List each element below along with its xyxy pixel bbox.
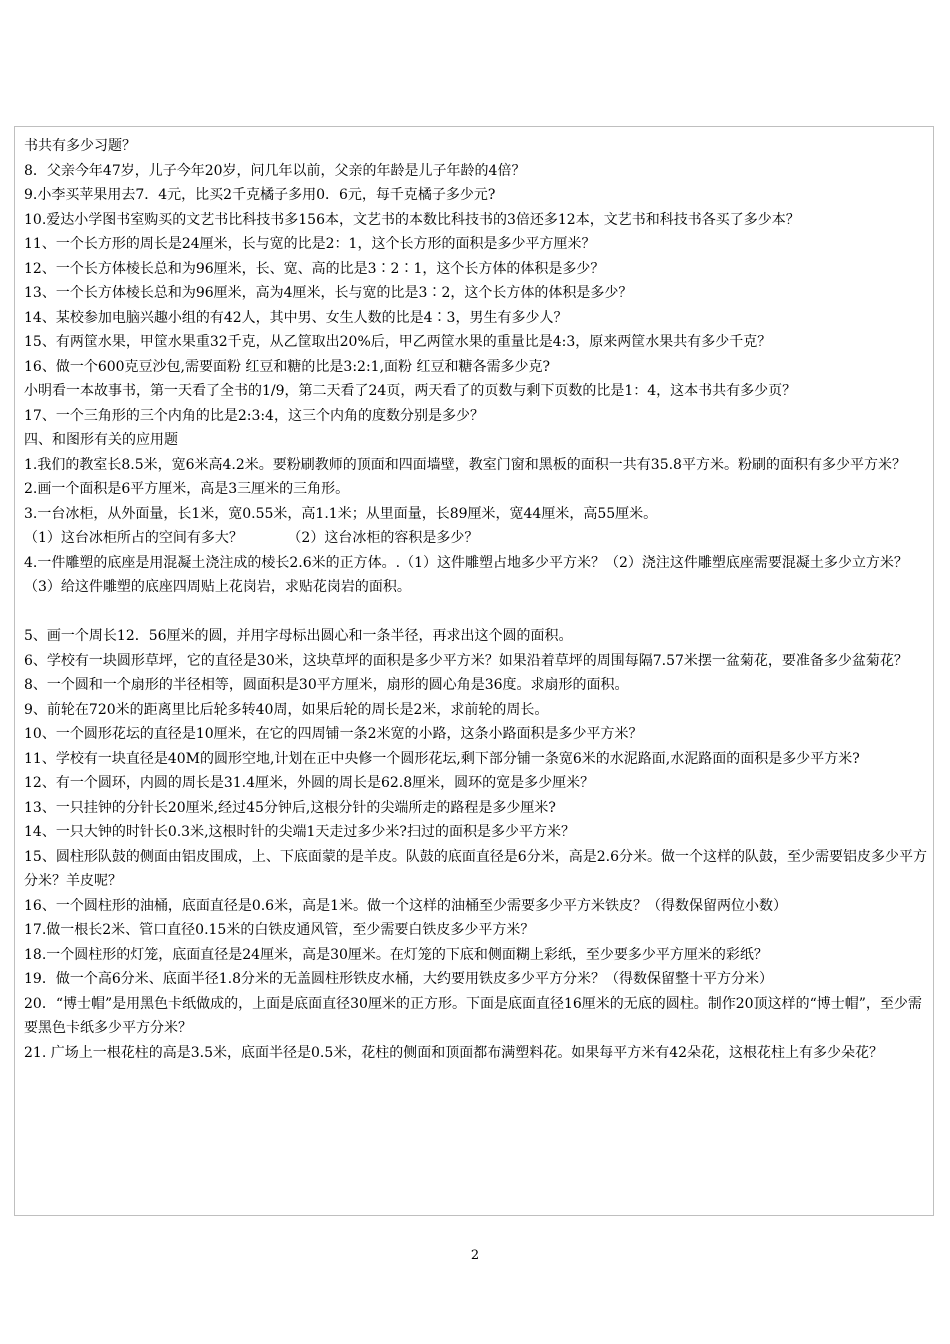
problem-8: 8．父亲今年47岁，儿子今年20岁，问几年以前，父亲的年龄是儿子年龄的4倍？	[24, 162, 526, 179]
circle-problem-10: 10、一个圆形花坛的直径是10厘米，在它的四周铺一条2米宽的小路，这条小路面积是多少平方米？	[24, 726, 643, 742]
circle-problem-11: 11、学校有一块直径是40M的圆形空地,计划在正中央修一个圆形花坛,剩下部分铺一条宽6米的水泥路面,水泥路面的面积是多少平方米?	[24, 750, 860, 767]
cylinder-problem-20: 20．“博士帽”是用黑色卡纸做成的，上面是底面直径30厘米的正方形。下面是底面直径16厘米的无底的圆柱。制作20顶这样的“博士帽”，至少需要黑色卡纸多少平方分米？	[24, 995, 922, 1036]
problem-15: 15、有两筐水果，甲筐水果重32千克，从乙筐取出20%后，甲乙两筐水果的重量比是4:3，原来两筐水果共有多少千克？	[24, 334, 772, 350]
cylinder-problem-16: 16、一个圆柱形的油桶，底面直径是0.6米，高是1米。做一个这样的油桶至少需要多少平方米铁皮？（得数保留两位小数）	[24, 897, 787, 914]
problem-17: 17、一个三角形的三个内角的比是2:3:4，这三个内角的度数分别是多少？	[24, 407, 484, 424]
problem-12: 12、一个长方体棱长总和为96厘米，长、宽、高的比是3∶2∶1，这个长方体的体积是多少？	[24, 260, 605, 277]
circle-problem-13: 13、一只挂钟的分针长20厘米,经过45分钟后,这根分针的尖端所走的路程是多少厘米?	[24, 799, 556, 816]
geometry-problem-3: 3.一台冰柜，从外面量，长1米，宽0.55米，高1.1米；从里面量，长89厘米，宽44厘米，高55厘米。	[24, 505, 658, 522]
problem-11: 11、一个长方形的周长是24厘米，长与宽的比是2：1，这个长方形的面积是多少平方厘米？	[24, 236, 596, 252]
section-heading: 四、和图形有关的应用题	[24, 432, 178, 448]
problem-10: 10.爱达小学图书室购买的文艺书比科技书多156本，文艺书的本数比科技书的3倍还多12本，文艺书和科技书各买了多少本？	[24, 211, 800, 228]
cylinder-problem-15: 15、圆柱形队鼓的侧面由铝皮围成，上、下底面蒙的是羊皮。队鼓的底面直径是6分米，高是2.6分米。做一个这样的队鼓，至少需要铝皮多少平方分米？羊皮呢？	[24, 848, 927, 889]
geometry-problem-1: 1.我们的教室长8.5米，宽6米高4.2米。要粉刷教师的顶面和四面墙壁，教室门窗和黑板的面积一共有35.8平方米。粉刷的面积有多少平方米？	[24, 456, 906, 473]
circle-problem-6: 6、学校有一块圆形草坪，它的直径是30米，这块草坪的面积是多少平方米？如果沿着草坪的周围每隔7.57米摆一盆菊花，要准备多少盆菊花？	[24, 652, 908, 669]
document-body	[24, 134, 928, 1065]
cylinder-problem-19: 19．做一个高6分米、底面半径1.8分米的无盖圆柱形铁皮水桶，大约要用铁皮多少平方分米？（得数保留整十平方分米）	[24, 971, 773, 987]
geometry-problem-2: 2.画一个面积是6平方厘米，高是3三厘米的三角形。	[24, 481, 350, 497]
circle-problem-5: 5、画一个周长12．56厘米的圆，并用字母标出圆心和一条半径，再求出这个圆的面积。	[24, 628, 573, 644]
circle-problem-9: 9、前轮在720米的距离里比后轮多转40周，如果后轮的周长是2米，求前轮的周长。	[24, 701, 549, 718]
circle-problem-12: 12、有一个圆环，内圆的周长是31.4厘米，外圆的周长是62.8厘米，圆环的宽是多少厘米？	[24, 775, 595, 791]
problem-13: 13、一个长方体棱长总和为96厘米，高为4厘米，长与宽的比是3∶2，这个长方体的体积是多少？	[24, 285, 633, 301]
circle-problem-8: 8、一个圆和一个扇形的半径相等，圆面积是30平方厘米，扇形的圆心角是36度。求扇形的面积。	[24, 677, 629, 693]
problem-9: 9.小李买苹果用去7．4元，比买2千克橘子多用0．6元，每千克橘子多少元?	[24, 187, 496, 203]
circle-problem-14: 14、一只大钟的时针长0.3米,这根时针的尖端1天走过多少米?扫过的面积是多少平方米？	[24, 824, 575, 840]
geometry-problem-3-questions: （1）这台冰柜所占的空间有多大？ （2）这台冰柜的容积是多少？	[24, 530, 479, 546]
geometry-problem-4: 4.一件雕塑的底座是用混凝土浇注成的棱长2.6米的正方体。.（1）这件雕塑占地多少平方米？（2）浇注这件雕塑底座需要混凝土多少立方米？（3）给这件雕塑的底座四周贴上花岗岩，求贴花岗岩的面积。	[24, 554, 908, 595]
page-number: 2	[470, 1248, 480, 1263]
problem-16: 16、做一个600克豆沙包,需要面粉 红豆和糖的比是3:2:1,面粉 红豆和糖各需多少克?	[24, 358, 550, 375]
blank-line	[24, 600, 928, 625]
cylinder-problem-18: 18.一个圆柱形的灯笼，底面直径是24厘米，高是30厘米。在灯笼的下底和侧面糊上彩纸，至少要多少平方厘米的彩纸？	[24, 946, 768, 963]
cylinder-problem-17: 17.做一根长2米、管口直径0.15米的白铁皮通风管，至少需要白铁皮多少平方米？	[24, 922, 535, 938]
problem-story-book: 小明看一本故事书，第一天看了全书的1/9，第二天看了24页，两天看了的页数与剩下页数的比是1：4，这本书共有多少页？	[24, 383, 797, 399]
problem-14: 14、某校参加电脑兴趣小组的有42人，其中男、女生人数的比是4∶3，男生有多少人？	[24, 309, 568, 326]
text-line: 书共有多少习题？	[24, 138, 136, 154]
cylinder-problem-21: 21. 广场上一根花柱的高是3.5米，底面半径是0.5米，花柱的侧面和顶面都布满塑料花。如果每平方米有42朵花，这根花柱上有多少朵花？	[24, 1044, 884, 1061]
